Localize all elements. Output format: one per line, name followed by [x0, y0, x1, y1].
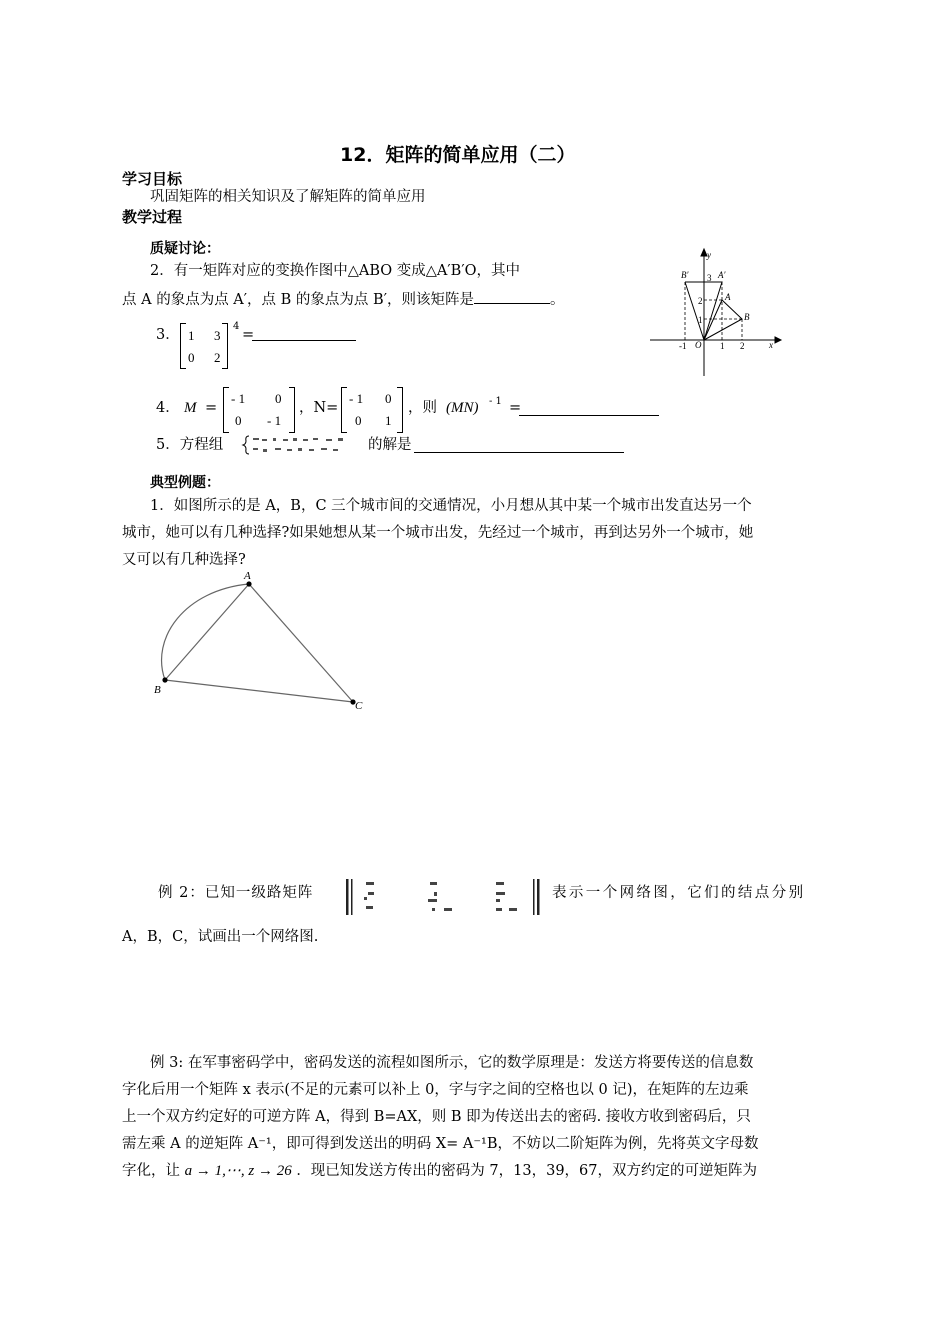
question-5-tail: 的解是	[368, 437, 412, 453]
equation-system-image	[243, 434, 365, 456]
discussion-heading: 质疑讨论：	[150, 241, 220, 257]
process-heading: 教学过程	[122, 208, 183, 226]
question-4-equals-2: =	[509, 400, 522, 416]
tick-x-1: 1	[720, 341, 725, 351]
question-4-then: ，则	[408, 400, 437, 416]
question-3-matrix	[180, 323, 228, 369]
question-2-line-1: 2．有一矩阵对应的变换作图中△ABO 变成△A′B′O，其中	[150, 263, 521, 279]
city-a-node	[246, 581, 251, 586]
m-matrix-a12: 0	[275, 391, 282, 406]
question-3-answer-blank[interactable]	[252, 326, 356, 345]
answer-blank[interactable]	[474, 289, 550, 304]
question-4-n-label: ，N=	[299, 400, 339, 416]
example-3-line-5-b: ．现已知发送方传出的密码为 7，13，39，67，双方约定的可逆矩阵为	[296, 1163, 757, 1179]
label-a: A	[725, 292, 731, 302]
goal-text: 巩固矩阵的相关知识及了解矩阵的简单应用	[150, 189, 426, 205]
m-matrix-a11: - 1	[231, 391, 246, 406]
example-3-line	[122, 1158, 828, 1185]
q3-matrix-a22: 2	[214, 350, 221, 365]
question-4-equals-1: =	[205, 400, 218, 416]
label-b-prime: B′	[681, 270, 689, 280]
example-3-line: 例 3: 在军事密码学中，密码发送的流程如图所示，它的数学原理是：发送方将要传送的信息数	[150, 1055, 754, 1071]
question-4-mn: (MN)	[446, 400, 479, 416]
q3-matrix-a12: 3	[214, 328, 221, 343]
example-1-line: 1．如图所示的是 A，B，C 三个城市间的交通情况，小月想从其中某一个城市出发直达另一个	[150, 498, 752, 514]
label-b: B	[744, 312, 750, 322]
example-3-line: 需左乘 A 的逆矩阵 A⁻¹，即可得到发送出的明码 X= A⁻¹B，不妨以二阶矩阵为例，先将英文字母数	[122, 1136, 759, 1152]
label-o: O	[695, 340, 702, 350]
example-3-text	[122, 1050, 828, 1185]
letter-mapping-math: a → 1,⋯, z → 26	[184, 1163, 292, 1179]
question-4-number: 4．	[156, 400, 180, 416]
label-x: x	[769, 340, 773, 350]
goal-heading: 学习目标	[122, 170, 183, 188]
question-4-n-matrix	[341, 387, 403, 433]
page-title: 12．矩阵的简单应用（二）	[340, 144, 576, 166]
question-3-equals: =	[242, 327, 255, 343]
example-1-text	[122, 493, 828, 574]
question-4-m-matrix	[223, 387, 295, 433]
n-matrix-a11: - 1	[349, 391, 364, 406]
question-3-exponent: 4	[233, 321, 240, 332]
label-a-prime: A′	[718, 270, 726, 280]
question-2-text: 点 A 的象点为点 A′，点 B 的象点为点 B′，则该矩阵是	[122, 292, 474, 308]
example-2-suffix: 表示一个网络图，它们的结点分别	[552, 885, 806, 901]
question-4-answer-blank[interactable]	[519, 401, 659, 420]
example-3-line: 字化后用一个矩阵 x 表示(不足的元素可以补上 0，字与字之间的空格也以 0 记)，在矩阵的左边乘	[122, 1082, 749, 1098]
city-b-node	[162, 677, 167, 682]
level-one-matrix-image	[346, 877, 540, 917]
example-3-line: 上一个双方约定好的可逆方阵 A，得到 B=AX，则 B 即为传送出去的密码. 接收方收到密码后，只	[122, 1109, 751, 1125]
question-2-end: 。	[550, 292, 565, 308]
question-4-m: M	[184, 400, 197, 416]
example-2-line-2: A，B，C，试画出一个网络图.	[122, 929, 319, 945]
city-network-figure	[145, 570, 375, 718]
question-3-number: 3．	[156, 327, 180, 343]
question-2-line-2	[122, 289, 565, 308]
n-matrix-a22: 1	[385, 413, 392, 428]
n-matrix-a12: 0	[385, 391, 392, 406]
example-3-line-5-a: 字化，让	[122, 1163, 180, 1179]
m-matrix-a22: - 1	[267, 413, 282, 428]
examples-heading: 典型例题：	[150, 475, 220, 491]
city-a-label: A	[244, 570, 251, 582]
tick-y-1: 1	[698, 315, 703, 325]
city-c-label: C	[355, 700, 363, 712]
tick-x-2: 2	[740, 341, 745, 351]
m-matrix-a21: 0	[235, 413, 242, 428]
n-matrix-a21: 0	[355, 413, 362, 428]
example-1-line: 又可以有几种选择?	[122, 552, 246, 568]
tick-x-neg1: -1	[679, 341, 687, 351]
q3-matrix-a21: 0	[188, 350, 195, 365]
question-5-text: 5．方程组	[156, 437, 224, 453]
q3-matrix-a11: 1	[188, 328, 195, 343]
coordinate-figure	[645, 244, 785, 380]
label-y: y	[707, 250, 711, 260]
example-2-prefix: 例 2：已知一级路矩阵	[158, 885, 314, 901]
example-1-line: 城市，她可以有几种选择?如果她想从某一个城市出发，先经过一个城市，再到达另外一个城市，她	[122, 525, 754, 541]
question-4-inverse-exp: - 1	[489, 396, 502, 407]
city-b-label: B	[154, 684, 161, 696]
question-5-answer-blank[interactable]	[414, 438, 624, 457]
tick-y-3: 3	[707, 273, 712, 283]
tick-y-2: 2	[698, 296, 703, 306]
